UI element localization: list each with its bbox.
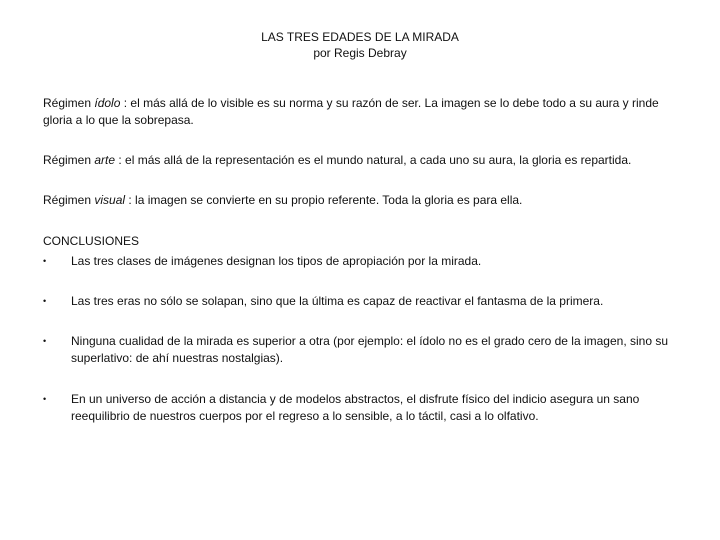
regime-text: : el más allá de la representación es el mundo natural, a cada uno su aura, la gloria es repartida. xyxy=(115,153,632,167)
regime-text: : la imagen se convierte en su propio referente. Toda la gloria es para ella. xyxy=(125,193,523,207)
conclusion-text: Ninguna cualidad de la mirada es superior a otra (por ejemplo: el ídolo no es el grado cero de la imagen, sino su superlativo: de ahí nuestras nostalgias). xyxy=(71,334,669,365)
conclusion-item xyxy=(43,253,683,270)
regime-term: arte xyxy=(94,153,116,167)
regime-text: : el más allá de lo visible es su norma y su razón de ser. La imagen se lo debe todo a su aura y rinde gloria a lo que la sobrepasa. xyxy=(43,96,659,127)
conclusion-item xyxy=(43,333,683,367)
regime-prefix: Régimen xyxy=(43,96,95,110)
bullet-icon: • xyxy=(43,256,47,266)
regime-term: visual xyxy=(94,193,126,207)
document-title: LAS TRES EDADES DE LA MIRADA xyxy=(261,30,459,44)
regime-prefix: Régimen xyxy=(43,153,95,167)
regime-prefix: Régimen xyxy=(43,193,95,207)
regime-idolo-paragraph xyxy=(43,95,683,129)
document-author: por Regis Debray xyxy=(313,46,407,60)
conclusion-item xyxy=(43,293,683,310)
conclusion-text: En un universo de acción a distancia y de modelos abstractos, el disfrute físico del indicio asegura un sano reequilibrio de nuestros cuerpos por el regreso a lo sensible, a lo táctil, casi a lo olfativo. xyxy=(71,392,640,423)
conclusion-item xyxy=(43,391,683,425)
conclusion-text: Las tres clases de imágenes designan los tipos de apropiación por la mirada. xyxy=(71,254,482,268)
bullet-icon: • xyxy=(43,394,47,404)
bullet-icon: • xyxy=(43,296,47,306)
regime-arte-paragraph xyxy=(43,152,683,169)
title-block xyxy=(0,29,720,61)
regime-term: ídolo xyxy=(94,96,121,110)
conclusions-heading: CONCLUSIONES xyxy=(43,234,140,248)
bullet-icon: • xyxy=(43,336,47,346)
conclusion-text: Las tres eras no sólo se solapan, sino que la última es capaz de reactivar el fantasma de la primera. xyxy=(71,294,604,308)
regime-visual-paragraph xyxy=(43,192,683,209)
